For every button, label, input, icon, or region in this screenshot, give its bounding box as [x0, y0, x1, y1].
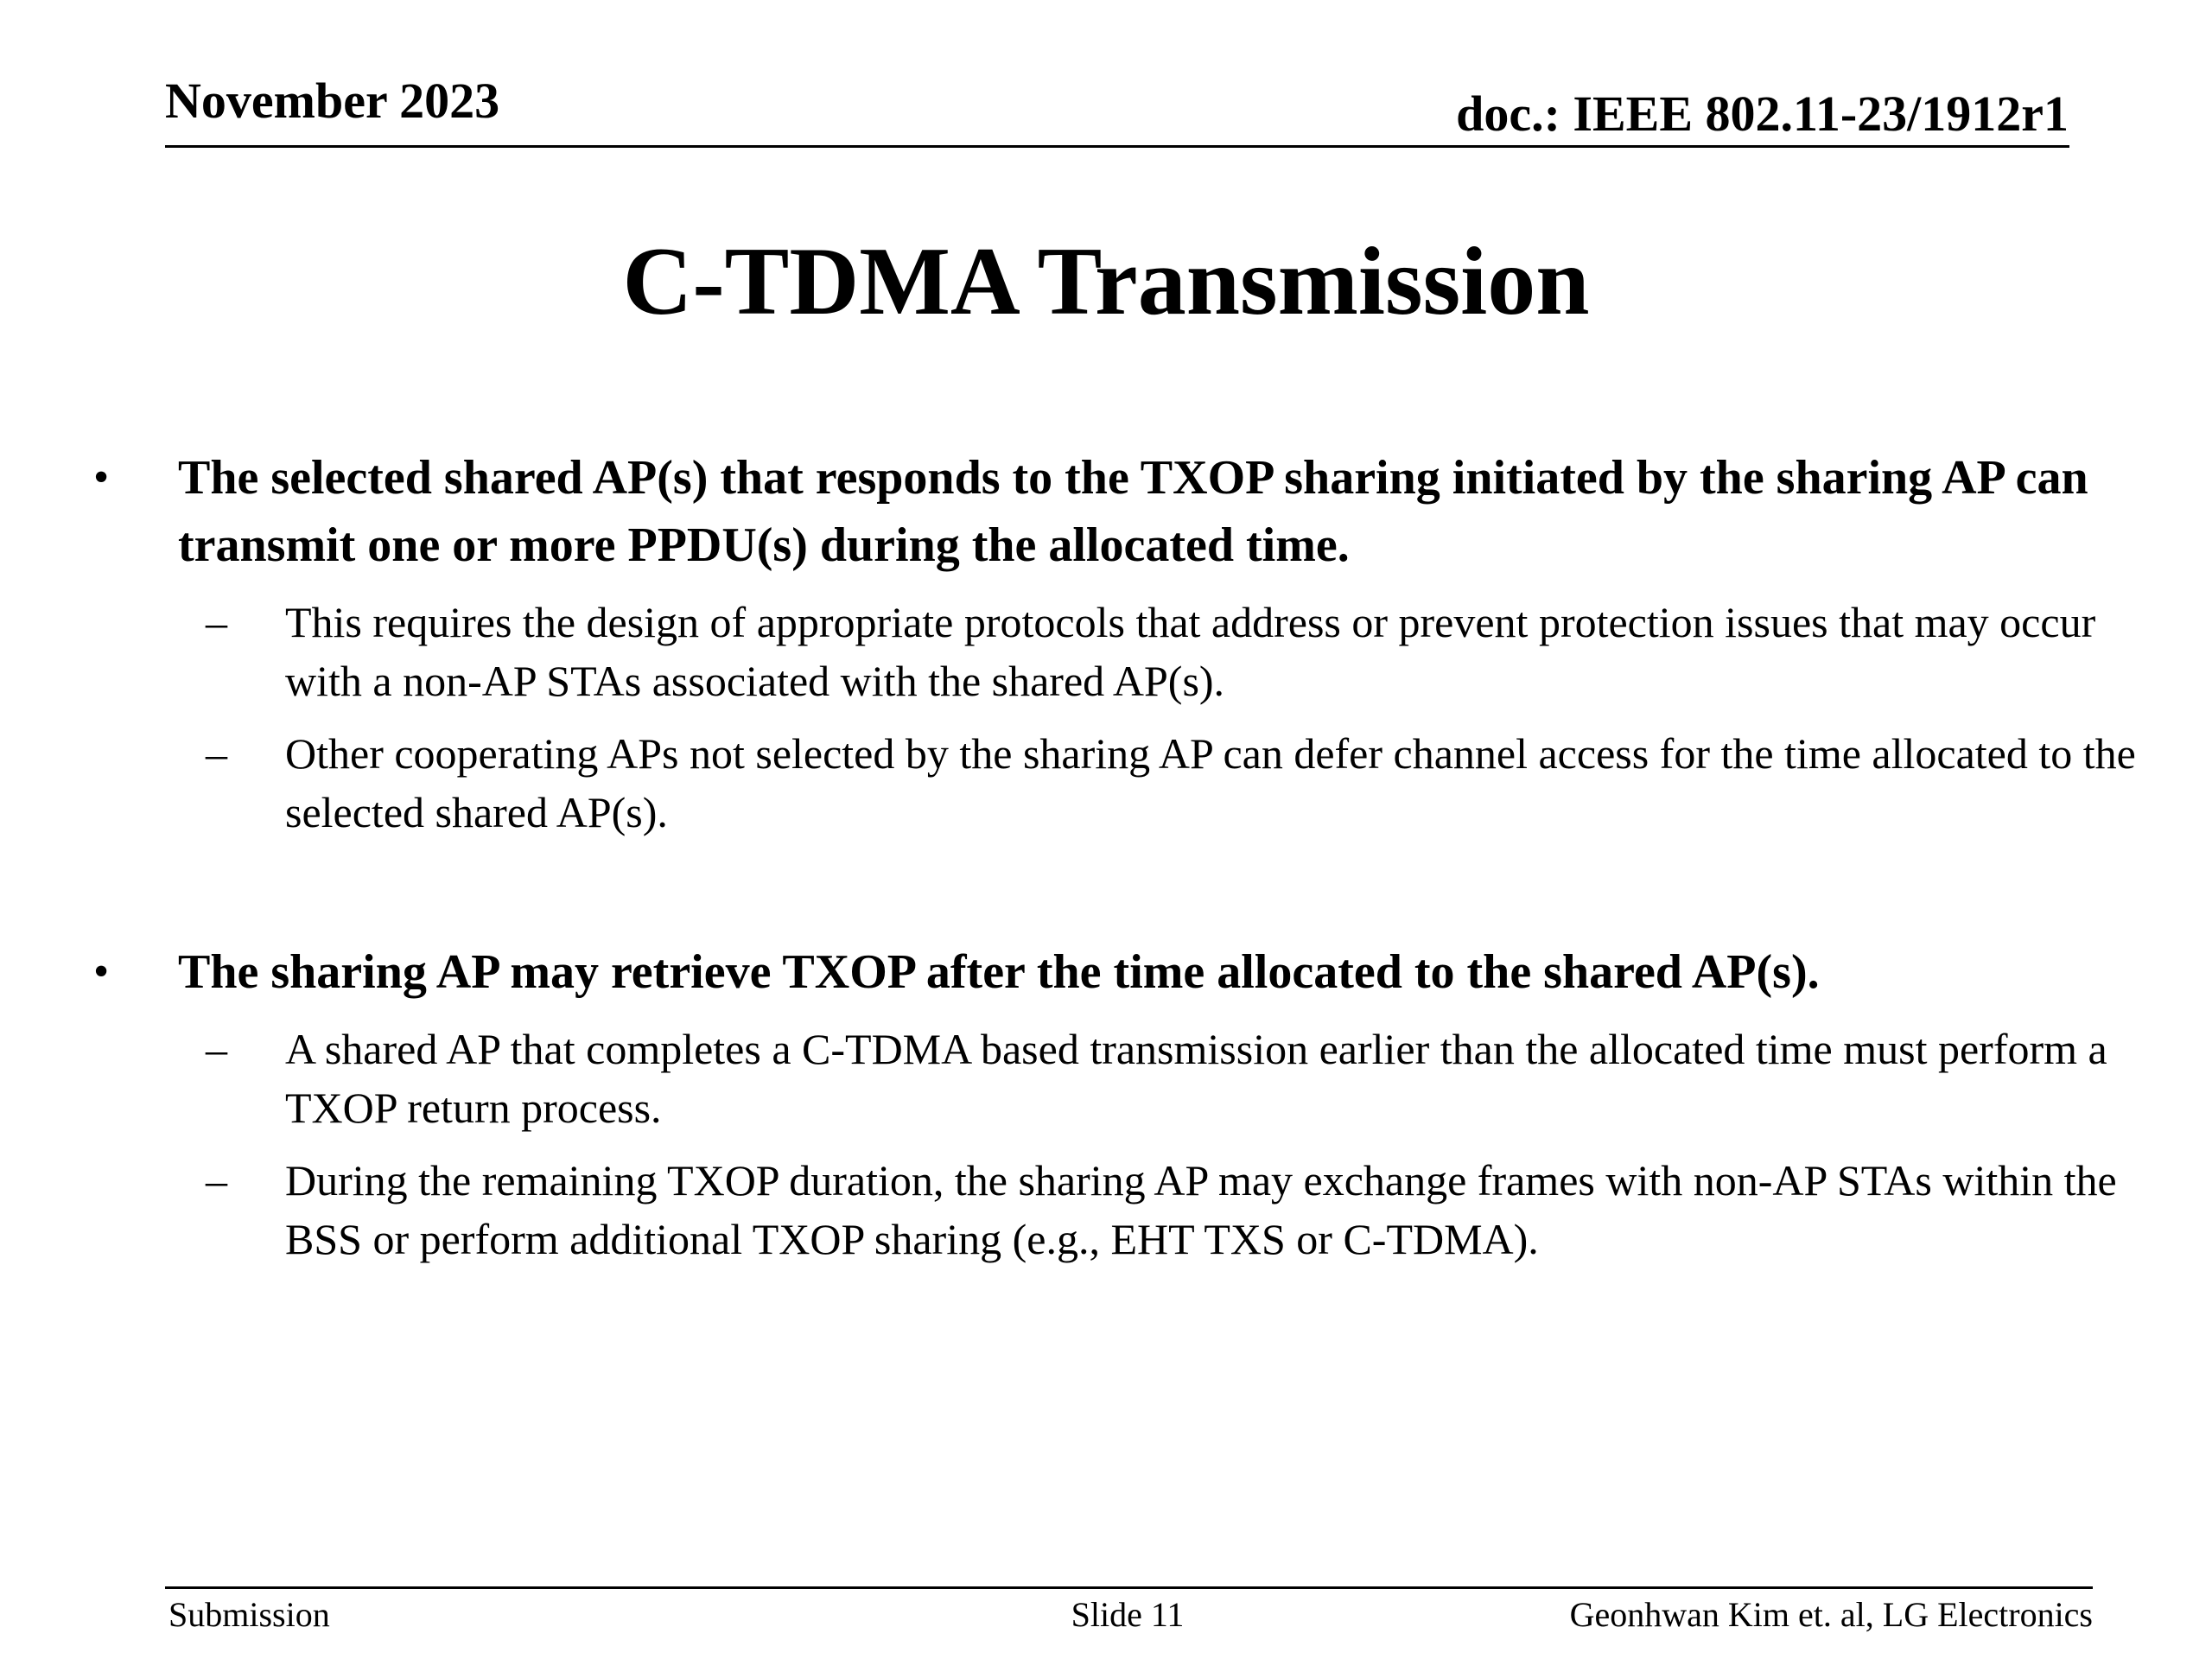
bullet-marker: • [93, 947, 110, 996]
sub-bullet [206, 593, 2141, 710]
header-date: November 2023 [165, 73, 500, 129]
sub-bullet [206, 1151, 2141, 1268]
footer-slide-number: Slide 11 [1071, 1595, 1185, 1634]
footer-author: Geonhwan Kim et. al, LG Electronics [1569, 1595, 2093, 1634]
bullet-1 [93, 444, 2136, 842]
bullet-text: The selected shared AP(s) that responds to the TXOP sharing initiated by the sharing AP can transmit one or more PPDU(s) during the allocated time. [178, 451, 2088, 572]
bullet-2 [93, 938, 2133, 1268]
sub-bullet-text: During the remaining TXOP duration, the sharing AP may exchange frames with non-AP STAs within the BSS or perform additional TXOP sharing (e.g., EHT TXS or C-TDMA). [285, 1156, 2117, 1263]
sub-bullet-text: A shared AP that completes a C-TDMA based transmission earlier than the allocated time must perform a TXOP return process. [285, 1025, 2107, 1132]
sub-bullet-text: This requires the design of appropriate protocols that address or prevent protection issues that may occur with a non-AP STAs associated with the shared AP(s). [285, 598, 2096, 705]
footer-submission: Submission [168, 1595, 330, 1634]
slide-title: C-TDMA Transmission [622, 228, 1590, 335]
sub-bullet-marker: – [206, 1025, 227, 1073]
sub-bullet-marker: – [206, 729, 227, 778]
sub-bullet [206, 1020, 2141, 1137]
sub-bullet-text: Other cooperating APs not selected by the sharing AP can defer channel access for the time allocated to the selected shared AP(s). [285, 729, 2136, 836]
bullet-marker: • [93, 453, 110, 502]
header-rule [165, 145, 2069, 148]
sub-bullet-marker: – [206, 598, 227, 646]
sub-bullet-marker: – [206, 1156, 227, 1205]
footer-rule [165, 1586, 2093, 1589]
sub-bullet [206, 724, 2141, 842]
header-doc-id: doc.: IEEE 802.11-23/1912r1 [1456, 86, 2069, 142]
bullet-text: The sharing AP may retrieve TXOP after the time allocated to the shared AP(s). [178, 945, 1820, 999]
